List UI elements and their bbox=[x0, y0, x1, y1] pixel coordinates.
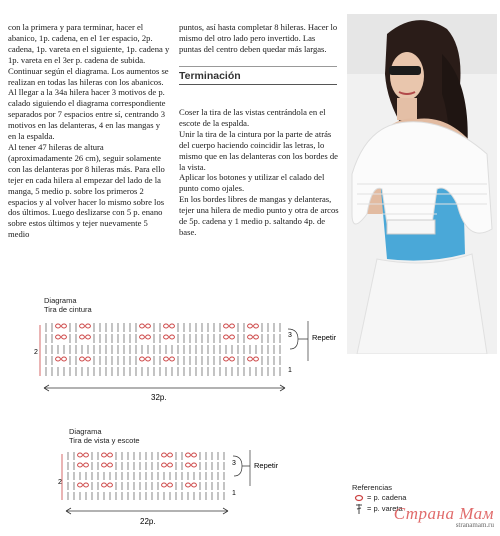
chain-stitch bbox=[146, 335, 151, 339]
paragraph: Unir la tira de la cintura por la parte de atrás del cuerpo haciendo coincidir las letras, lo mismo que en las delanteras con los bordes de la vista. bbox=[179, 128, 338, 172]
chain-stitch bbox=[248, 324, 253, 328]
chain-stitch bbox=[80, 324, 85, 328]
text-column-1 bbox=[8, 22, 170, 240]
chain-stitch bbox=[254, 357, 259, 361]
chain-stitch bbox=[140, 357, 145, 361]
chain-stitch bbox=[84, 463, 89, 467]
chain-stitch bbox=[186, 483, 191, 487]
paragraph: con la primera y para terminar, hacer el abanico, 1p. cadena, en el 1er espacio, 2p. cadena, 1p. vareta en el siguiente, 1p. cadena y 1p. vareta en el 3er p. cadena de subida. Continuar según el diagrama. Los aumentos se realizan en todas las hileras con los abanicos. Al llegar a la 34a hilera hacer 3 motivos de p. calado siguiendo el diagrama correspondiente separados por 7 espacios entre sí, centrando 3 motivos en las delanteras, 4 en las mangas y en la espalda. bbox=[8, 22, 170, 142]
chain-stitch bbox=[102, 463, 107, 467]
paragraph: puntos, así hasta completar 8 hileras. Hacer lo mismo del otro lado pero invertido. Las puntas del centro deben quedar más largas. bbox=[179, 22, 338, 54]
chain-stitch bbox=[62, 335, 67, 339]
diagram-1-chart bbox=[30, 315, 350, 415]
chain-stitch bbox=[86, 324, 91, 328]
chain-stitch bbox=[78, 483, 83, 487]
chain-stitch bbox=[162, 463, 167, 467]
chain-stitch bbox=[224, 324, 229, 328]
chain-stitch bbox=[230, 357, 235, 361]
chain-stitch bbox=[164, 335, 169, 339]
chain-stitch bbox=[162, 483, 167, 487]
chain-stitch bbox=[80, 335, 85, 339]
chain-stitch bbox=[170, 335, 175, 339]
chain-stitch bbox=[248, 357, 253, 361]
chain-stitch bbox=[248, 335, 253, 339]
diagram-2-subtitle: Tira de vista y escote bbox=[69, 436, 140, 445]
chain-stitch bbox=[168, 483, 173, 487]
chain-stitch bbox=[146, 357, 151, 361]
chain-stitch bbox=[192, 463, 197, 467]
chain-stitch bbox=[102, 483, 107, 487]
diagram-2-row-2-label: 2 bbox=[58, 479, 62, 486]
paragraph: Coser la tira de las vistas centrándola en el escote de la espalda. bbox=[179, 107, 326, 128]
chain-stitch bbox=[168, 463, 173, 467]
diagram-1-row-3-label: 3 bbox=[288, 332, 292, 339]
chain-stitch bbox=[56, 357, 61, 361]
chain-stitch bbox=[186, 453, 191, 457]
paragraph: Al tener 47 hileras de altura (aproximadamente 26 cm), seguir solamente con las delanteras por 8 hileras más. Para ello tejer en cada hilera al empezar del lado de la manga, 5 medio p. sobre los primeros 2 espacios y al volver hacer lo mismo sobre los dos últimos. Luego deslizarse con 5 p. enano sobre estos últimos y tejer nuevamente 5 medio bbox=[8, 141, 165, 240]
chain-stitch bbox=[80, 357, 85, 361]
chain-stitch bbox=[108, 483, 113, 487]
chain-stitch bbox=[140, 335, 145, 339]
chain-stitch bbox=[78, 463, 83, 467]
chain-stitch bbox=[78, 453, 83, 457]
chain-stitch bbox=[56, 324, 61, 328]
chain-stitch bbox=[170, 357, 175, 361]
diagram-2-chart bbox=[56, 446, 306, 536]
chain-stitch bbox=[224, 357, 229, 361]
chain-stitch bbox=[102, 453, 107, 457]
diagram-2-row-1-label: 1 bbox=[232, 490, 236, 497]
chain-stitch bbox=[86, 335, 91, 339]
chain-stitch bbox=[230, 335, 235, 339]
chain-stitch bbox=[224, 335, 229, 339]
watermark bbox=[394, 504, 494, 529]
text-column-3 bbox=[179, 107, 339, 238]
diagram-1-subtitle: Tira de cintura bbox=[44, 305, 92, 314]
legend-label: = p. vareta bbox=[367, 504, 403, 513]
chain-stitch bbox=[108, 453, 113, 457]
chain-stitch bbox=[84, 453, 89, 457]
diagram-1-width-label: 32p. bbox=[151, 393, 167, 402]
chain-stitch bbox=[186, 463, 191, 467]
chain-stitch bbox=[254, 335, 259, 339]
double-crochet-icon bbox=[352, 504, 364, 514]
chain-stitch bbox=[62, 324, 67, 328]
chain-stitch-icon bbox=[352, 493, 364, 503]
chain-stitch bbox=[192, 483, 197, 487]
diagram-2-label: Diagrama bbox=[69, 427, 102, 436]
diagram-2-width-label: 22p. bbox=[140, 517, 156, 526]
chain-stitch bbox=[140, 324, 145, 328]
chain-stitch bbox=[168, 453, 173, 457]
watermark-title: Страна Мам bbox=[393, 504, 494, 523]
chain-stitch bbox=[192, 453, 197, 457]
paragraph: En los bordes libres de mangas y delanteras, tejer una hilera de medio punto y otra de arcos de 5p. cadena y 1 medio p. saltando 4p. de base. bbox=[179, 194, 339, 237]
watermark-url: stranamam.ru bbox=[455, 521, 494, 529]
chain-stitch bbox=[164, 357, 169, 361]
chain-stitch bbox=[108, 463, 113, 467]
paragraph: Aplicar los botones y utilizar el calado del punto como ojales. bbox=[179, 172, 325, 194]
model-photo bbox=[347, 14, 497, 354]
chain-stitch bbox=[146, 324, 151, 328]
chain-stitch bbox=[56, 335, 61, 339]
diagram-1-row-2-label: 2 bbox=[34, 349, 38, 356]
legend-item-chain bbox=[352, 492, 406, 503]
chain-stitch bbox=[254, 324, 259, 328]
chain-stitch bbox=[230, 324, 235, 328]
diagram-2-repeat-label: Repetir bbox=[254, 461, 279, 470]
diagram-1-repeat-label: Repetir bbox=[312, 333, 337, 342]
legend-title: Referencias bbox=[352, 483, 393, 492]
chain-stitch bbox=[162, 453, 167, 457]
chain-stitch bbox=[84, 483, 89, 487]
text-column-2 bbox=[179, 22, 339, 55]
diagram-2-row-3-label: 3 bbox=[232, 460, 236, 467]
chain-stitch bbox=[164, 324, 169, 328]
chain-stitch bbox=[62, 357, 67, 361]
legend-label: = p. cadena bbox=[367, 493, 407, 502]
chain-stitch bbox=[170, 324, 175, 328]
chain-stitch bbox=[86, 357, 91, 361]
diagram-1-row-1-label: 1 bbox=[288, 367, 292, 374]
diagram-1-label: Diagrama bbox=[44, 296, 77, 305]
section-title: Terminación bbox=[179, 70, 337, 85]
